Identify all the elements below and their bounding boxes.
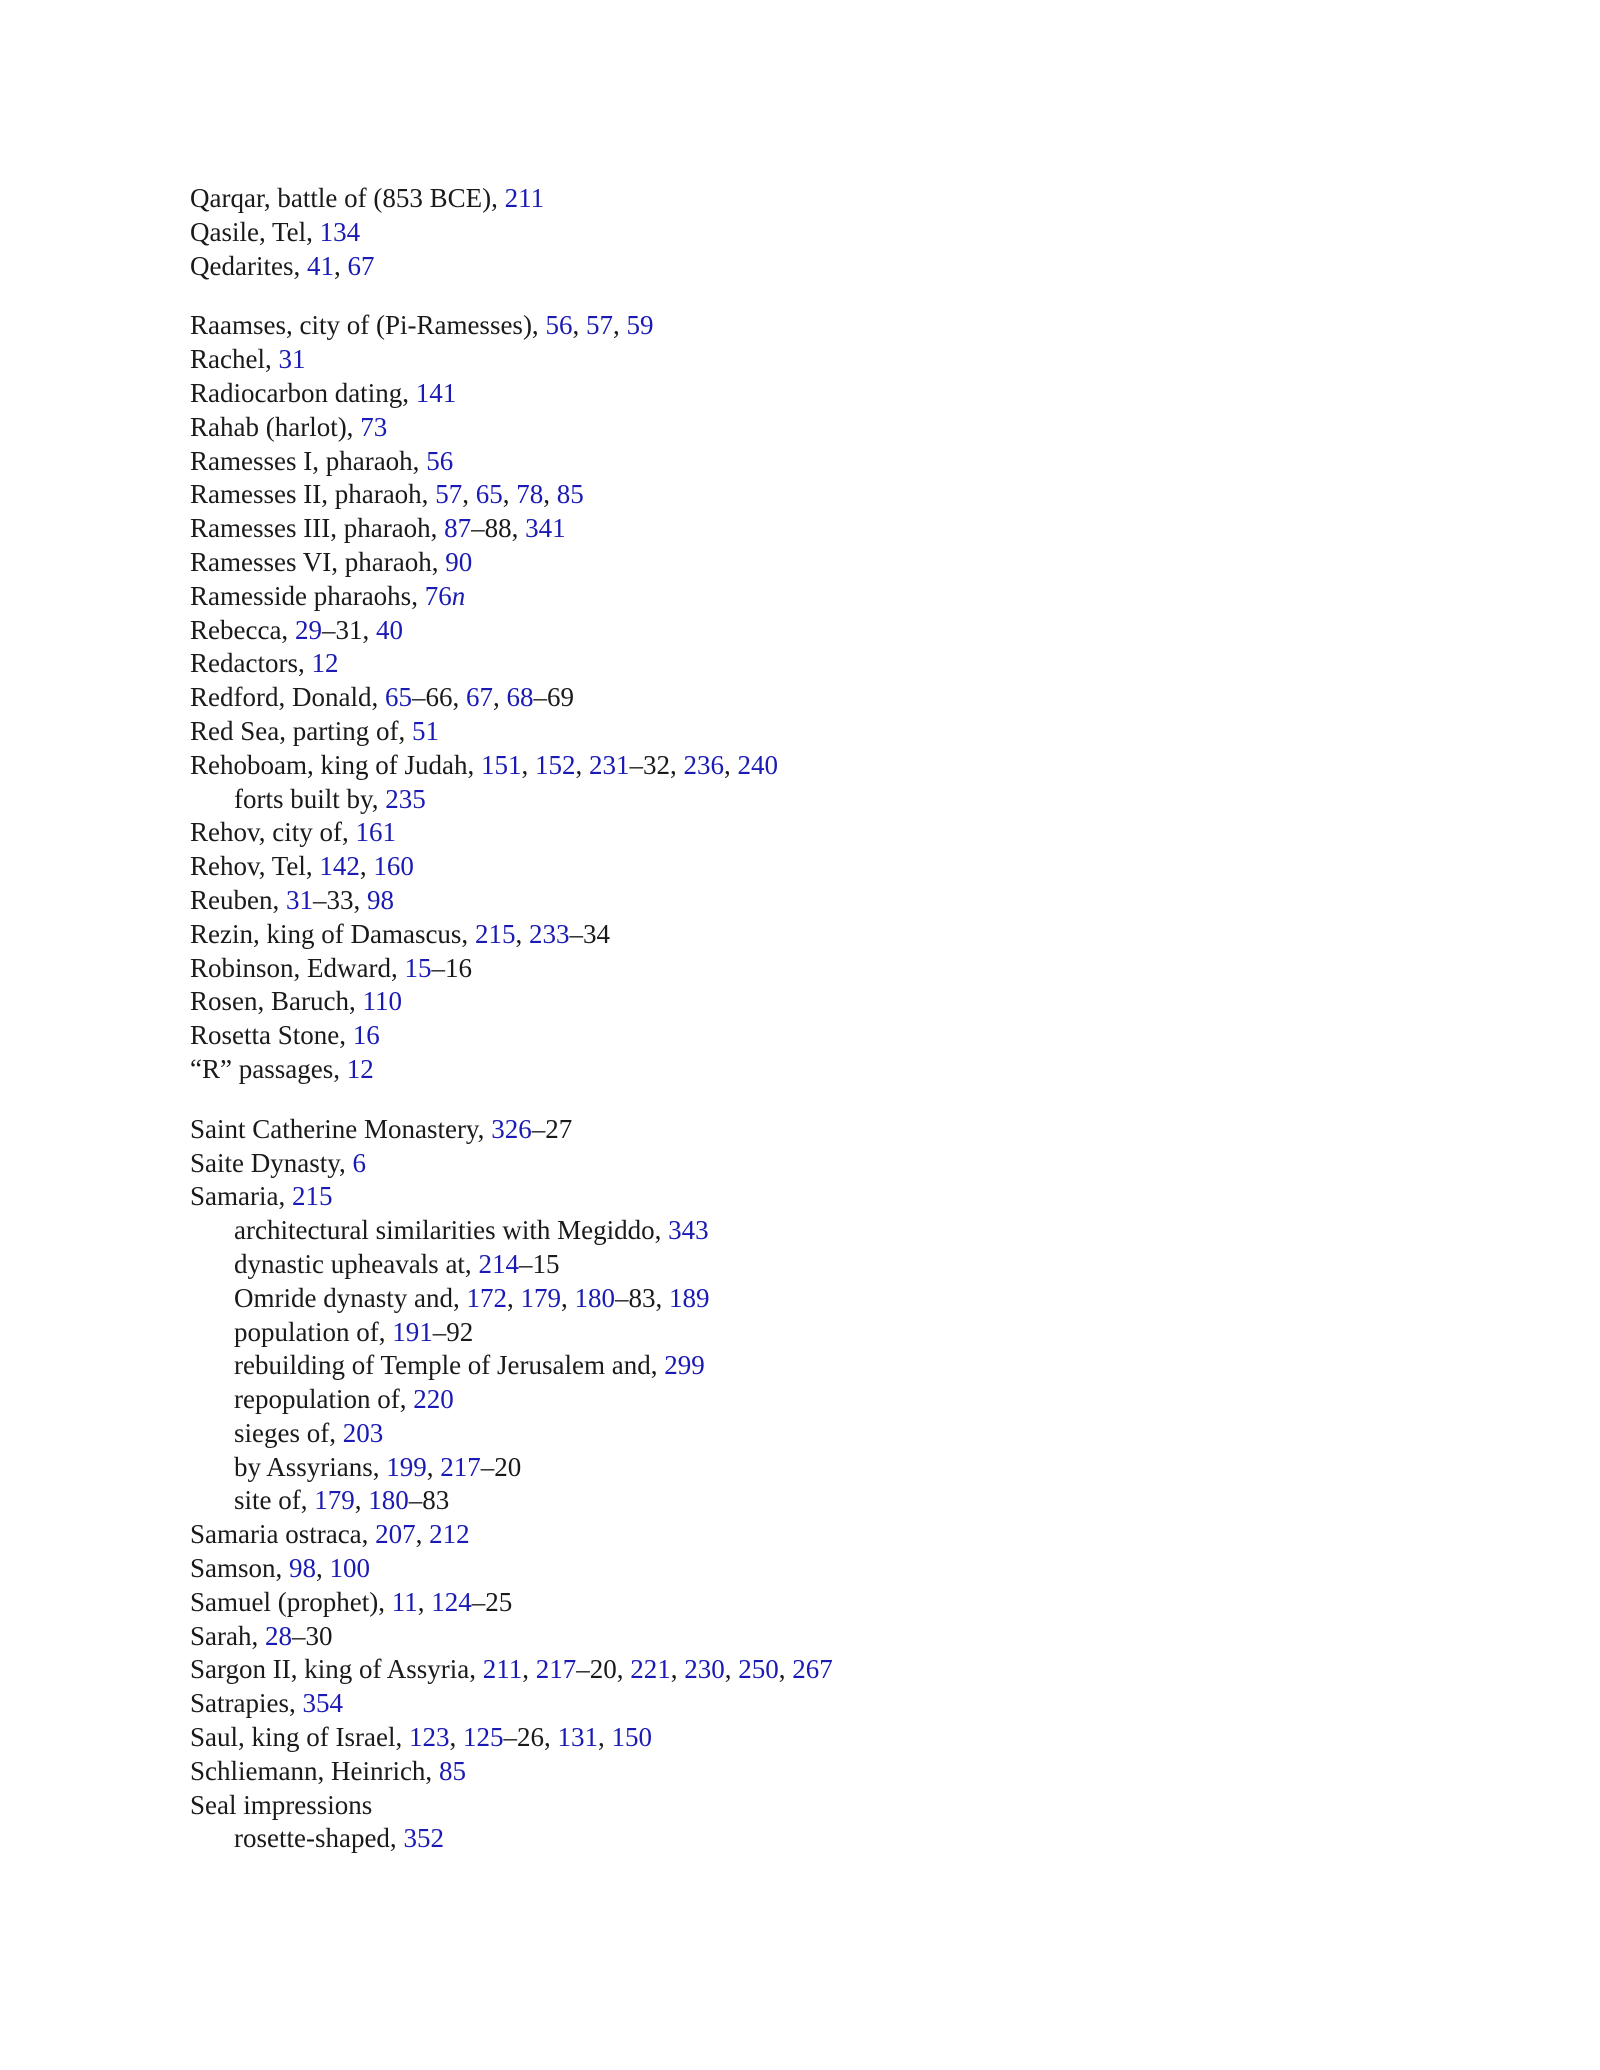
page-reference-link[interactable]: 28 (264, 1620, 292, 1651)
page-reference-link[interactable]: 354 (302, 1688, 343, 1719)
index-entry (190, 614, 1410, 648)
page-reference-link[interactable]: 65 (475, 479, 503, 510)
page-reference-link[interactable]: 15 (404, 952, 432, 983)
page-reference-link[interactable]: 57 (585, 310, 613, 341)
index-entry (190, 1147, 1410, 1181)
page-reference-link[interactable]: 85 (556, 479, 584, 510)
page-reference-link[interactable]: 124 (431, 1586, 472, 1617)
reference-separator: –92 (432, 1316, 474, 1347)
page-reference-link[interactable]: 152 (534, 749, 576, 780)
index-term: Radiocarbon dating, (190, 377, 416, 408)
index-subentry (190, 1822, 1410, 1856)
reference-separator: , (506, 1282, 521, 1313)
reference-separator: , (597, 1722, 612, 1753)
page-reference-link[interactable]: 214 (478, 1248, 519, 1279)
index-entry (190, 884, 1410, 918)
reference-separator: , (560, 1282, 575, 1313)
page-reference-link[interactable]: 199 (386, 1451, 427, 1482)
reference-separator: , (354, 1485, 369, 1516)
reference-separator: –20 (480, 1451, 522, 1482)
index-entry (190, 647, 1410, 681)
page-reference-link[interactable]: 12 (346, 1053, 374, 1084)
index-term: forts built by, (234, 783, 386, 814)
index-entry (190, 749, 1410, 783)
page-reference-link[interactable]: 141 (415, 377, 457, 408)
index-entry (190, 411, 1410, 445)
page-reference-link[interactable]: 131 (557, 1722, 598, 1753)
index-entry (190, 1586, 1410, 1620)
page-reference-link[interactable]: 40 (375, 614, 403, 645)
reference-separator: –32, (629, 749, 684, 780)
reference-separator: , (502, 479, 517, 510)
page-reference-link[interactable]: 56 (545, 310, 573, 341)
index-term: Samaria ostraca, (190, 1519, 376, 1550)
reference-separator: , (492, 682, 507, 713)
page-reference-link[interactable]: 68 (506, 682, 534, 713)
page-reference-link[interactable]: 341 (525, 513, 566, 544)
index-entry (190, 1653, 1410, 1687)
index-entry (190, 512, 1410, 546)
index-entry (190, 1019, 1410, 1053)
index-entry (190, 816, 1410, 850)
index-entry (190, 715, 1410, 749)
page-reference-link[interactable]: 179 (520, 1282, 561, 1313)
reference-separator: –69 (533, 682, 574, 713)
page-reference-link[interactable]: 217 (535, 1654, 577, 1685)
reference-separator: –15 (518, 1248, 560, 1279)
page-reference-link[interactable]: 203 (342, 1417, 384, 1448)
index-entry (190, 1789, 1410, 1823)
page-reference-link[interactable]: 51 (411, 715, 439, 746)
reference-separator: , (333, 250, 348, 281)
page-reference-link[interactable]: 215 (291, 1181, 333, 1212)
reference-separator: , (612, 310, 627, 341)
reference-separator: , (575, 749, 589, 780)
page-reference-link[interactable]: 151 (480, 749, 522, 780)
page-reference-link[interactable]: 230 (684, 1654, 725, 1685)
index-term: Sargon II, king of Assyria, (190, 1654, 483, 1685)
index-term: Omride dynasty and, (234, 1282, 467, 1313)
reference-separator: , (449, 1722, 463, 1753)
index-term: “R” passages, (190, 1053, 347, 1084)
page-reference-link[interactable]: 98 (289, 1553, 317, 1584)
reference-separator: , (316, 1553, 330, 1584)
page-reference-link[interactable]: 326 (491, 1113, 532, 1144)
index-entry (190, 377, 1410, 411)
page-reference-link[interactable]: 90 (445, 546, 473, 577)
page-reference-link[interactable]: 134 (319, 216, 361, 247)
reference-separator: –16 (431, 952, 472, 983)
index-term: Robinson, Edward, (190, 952, 405, 983)
page-reference-link[interactable]: 211 (504, 183, 545, 213)
index-page (190, 182, 1410, 1882)
reference-separator: –34 (569, 918, 610, 949)
page-reference-link[interactable]: 212 (429, 1519, 470, 1550)
index-term: Rosen, Baruch, (190, 986, 363, 1017)
reference-separator: , (521, 749, 535, 780)
index-term: architectural similarities with Megiddo, (234, 1215, 669, 1246)
reference-separator: –83 (408, 1485, 450, 1516)
page-reference-link[interactable]: 16 (352, 1020, 380, 1051)
reference-separator: –88, (471, 513, 526, 544)
page-reference-link[interactable]: 250 (738, 1654, 779, 1685)
index-entry (190, 1180, 1410, 1214)
page-reference-link[interactable]: 59 (626, 310, 654, 341)
index-term: Qasile, Tel, (190, 216, 320, 247)
page-reference-link[interactable]: 41 (306, 250, 334, 281)
page-reference-link[interactable]: 299 (664, 1350, 705, 1381)
page-reference-link[interactable]: 73 (360, 411, 388, 442)
index-term: Qedarites, (190, 250, 307, 281)
reference-separator: –31, (321, 614, 376, 645)
index-term: Satrapies, (190, 1688, 303, 1719)
index-entry (190, 952, 1410, 986)
reference-separator: , (417, 1586, 432, 1617)
index-term: population of, (234, 1316, 393, 1347)
reference-separator: –66, (411, 682, 466, 713)
page-reference-link[interactable]: 191 (392, 1316, 433, 1347)
reference-separator: –30 (291, 1620, 333, 1651)
page-reference-link[interactable]: 233 (528, 918, 570, 949)
page-reference-link[interactable]: 65 (384, 682, 412, 713)
reference-separator: –26, (503, 1722, 558, 1753)
page-reference-link[interactable]: 56 (426, 445, 454, 476)
page-reference-link[interactable]: 11 (391, 1586, 418, 1617)
index-term: Ramesses I, pharaoh, (190, 445, 427, 476)
index-entry (190, 918, 1410, 952)
reference-separator: –25 (471, 1586, 513, 1617)
page-reference-link[interactable]: 29 (294, 614, 322, 645)
index-entry (190, 250, 1410, 284)
page-reference-link[interactable]: 67 (465, 682, 493, 713)
index-subentry (190, 1383, 1410, 1417)
page-reference-link[interactable]: 343 (668, 1215, 709, 1246)
page-reference-link[interactable]: 236 (683, 749, 724, 780)
index-entry (190, 1113, 1410, 1147)
index-letter-group (190, 1113, 1410, 1857)
page-reference-link[interactable]: 352 (403, 1823, 444, 1854)
reference-separator: , (415, 1519, 430, 1550)
page-reference-link[interactable]: 235 (385, 783, 426, 814)
index-subentry (190, 1248, 1410, 1282)
index-entry (190, 985, 1410, 1019)
page-reference-link[interactable]: 142 (319, 851, 360, 882)
reference-separator: , (515, 918, 529, 949)
page-reference-link[interactable]: n (451, 580, 466, 611)
reference-separator: , (462, 479, 476, 510)
reference-separator: , (522, 1654, 536, 1685)
page-reference-link[interactable]: 207 (375, 1519, 416, 1550)
index-term: Saul, king of Israel, (190, 1722, 409, 1753)
index-subentry (190, 1451, 1410, 1485)
page-reference-link[interactable]: 67 (347, 250, 375, 281)
page-reference-link[interactable]: 180 (574, 1282, 615, 1313)
index-letter-group (190, 182, 1410, 283)
reference-separator: , (543, 479, 557, 510)
index-term: Samuel (prophet), (190, 1586, 392, 1617)
index-term: Schliemann, Heinrich, (190, 1755, 439, 1786)
page-reference-link[interactable]: 87 (444, 513, 472, 544)
page-reference-link[interactable]: 160 (373, 851, 414, 882)
reference-separator: , (724, 1654, 739, 1685)
index-term: dynastic upheavals at, (234, 1248, 479, 1279)
index-entry (190, 182, 1410, 216)
reference-separator: , (359, 851, 374, 882)
index-term: Ramesside pharaohs, (190, 580, 425, 611)
page-reference-link[interactable]: 150 (611, 1722, 652, 1753)
page-reference-link[interactable]: 217 (440, 1451, 481, 1482)
index-term: Samaria, (190, 1181, 292, 1212)
index-entry (190, 580, 1410, 614)
page-reference-link[interactable]: 78 (516, 479, 544, 510)
index-term: Rosetta Stone, (190, 1020, 353, 1051)
page-reference-link[interactable]: 100 (329, 1553, 371, 1584)
page-reference-link[interactable]: 161 (355, 817, 396, 848)
page-reference-link[interactable]: 125 (462, 1722, 504, 1753)
index-term: repopulation of, (234, 1384, 414, 1415)
page-reference-link[interactable]: 98 (366, 884, 394, 915)
index-term: Ramesses VI, pharaoh, (190, 546, 446, 577)
index-term: Rezin, king of Damascus, (190, 918, 475, 949)
page-reference-link[interactable]: 31 (285, 884, 313, 915)
index-term: Ramesses III, pharaoh, (190, 513, 445, 544)
index-term: Reuben, (190, 884, 286, 915)
index-entry (190, 1721, 1410, 1755)
index-subentry (190, 1417, 1410, 1451)
index-term: Rehov, Tel, (190, 851, 320, 882)
index-term: Rachel, (190, 344, 279, 375)
index-entry (190, 309, 1410, 343)
index-entry (190, 1552, 1410, 1586)
page-reference-link[interactable]: 220 (413, 1384, 454, 1415)
page-reference-link[interactable]: 76 (424, 580, 452, 611)
index-term: Ramesses II, pharaoh, (190, 479, 436, 510)
index-subentry (190, 1349, 1410, 1383)
page-reference-link[interactable]: 12 (311, 648, 339, 679)
page-reference-link[interactable]: 267 (792, 1654, 833, 1685)
index-entry (190, 343, 1410, 377)
index-subentry (190, 1316, 1410, 1350)
index-term: by Assyrians, (234, 1451, 387, 1482)
index-term: Rehoboam, king of Judah, (190, 749, 481, 780)
index-term: Red Sea, parting of, (190, 715, 412, 746)
page-reference-link[interactable]: 110 (362, 986, 402, 1017)
reference-separator: –27 (531, 1113, 573, 1144)
page-reference-link[interactable]: 6 (352, 1147, 366, 1178)
index-term: Rahab (harlot), (190, 411, 361, 442)
index-term: site of, (234, 1485, 315, 1516)
reference-separator: , (778, 1654, 793, 1685)
index-term: Rehov, city of, (190, 817, 356, 848)
page-reference-link[interactable]: 179 (314, 1485, 355, 1516)
reference-separator: –83, (614, 1282, 669, 1313)
index-term: Rebecca, (190, 614, 295, 645)
reference-separator: , (572, 310, 586, 341)
page-reference-link[interactable]: 85 (438, 1755, 466, 1786)
page-reference-link[interactable]: 221 (630, 1654, 671, 1685)
page-reference-link[interactable]: 172 (466, 1282, 507, 1313)
page-reference-link[interactable]: 123 (408, 1722, 450, 1753)
index-term: Redactors, (190, 648, 312, 679)
index-term: Saite Dynasty, (190, 1147, 353, 1178)
index-term: Qarqar, battle of (853 BCE), (190, 183, 505, 213)
page-reference-link[interactable]: 180 (368, 1485, 409, 1516)
index-term: rosette-shaped, (234, 1823, 404, 1854)
page-reference-link[interactable]: 231 (588, 749, 630, 780)
index-subentry (190, 1282, 1410, 1316)
index-entry (190, 478, 1410, 512)
index-term: Seal impressions (190, 1789, 373, 1820)
index-entry (190, 1687, 1410, 1721)
reference-separator: , (723, 749, 738, 780)
page-reference-link[interactable]: 240 (737, 749, 778, 780)
index-entry (190, 1518, 1410, 1552)
reference-separator: , (670, 1654, 685, 1685)
page-reference-link[interactable]: 31 (278, 344, 306, 375)
index-term: Redford, Donald, (190, 682, 385, 713)
index-term: sieges of, (234, 1417, 343, 1448)
index-subentry (190, 783, 1410, 817)
reference-separator: –20, (576, 1654, 631, 1685)
index-entry (190, 1755, 1410, 1789)
page-reference-link[interactable]: 211 (482, 1654, 523, 1685)
index-subentry (190, 1214, 1410, 1248)
index-term: rebuilding of Temple of Jerusalem and, (234, 1350, 665, 1381)
index-entry (190, 216, 1410, 250)
page-reference-link[interactable]: 215 (474, 918, 516, 949)
reference-separator: , (426, 1451, 441, 1482)
index-entry (190, 850, 1410, 884)
index-entry (190, 681, 1410, 715)
index-entry (190, 1620, 1410, 1654)
index-term: Raamses, city of (Pi-Ramesses), (190, 310, 546, 341)
index-entry (190, 445, 1410, 479)
index-entry (190, 546, 1410, 580)
index-term: Sarah, (190, 1620, 265, 1651)
page-reference-link[interactable]: 189 (668, 1282, 710, 1313)
reference-separator: –33, (312, 884, 367, 915)
index-letter-group (190, 309, 1410, 1086)
index-term: Samson, (190, 1553, 290, 1584)
index-entry (190, 1053, 1410, 1087)
index-subentry (190, 1484, 1410, 1518)
page-reference-link[interactable]: 57 (435, 479, 463, 510)
index-term: Saint Catherine Monastery, (190, 1113, 492, 1144)
